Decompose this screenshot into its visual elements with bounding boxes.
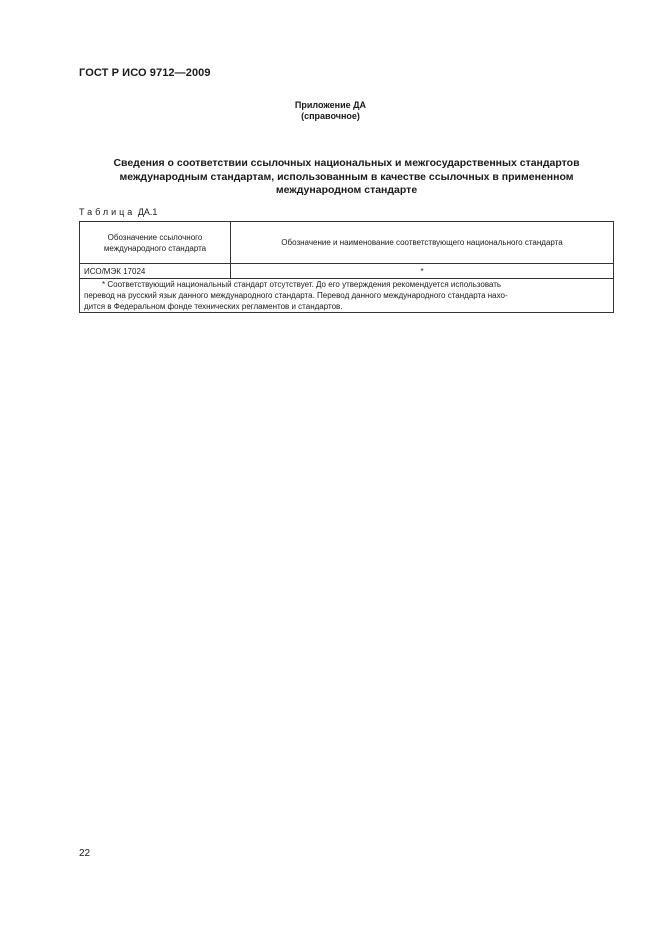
table-header-row xyxy=(80,222,614,264)
table-caption xyxy=(79,207,157,217)
table-footnote xyxy=(80,279,614,313)
table-caption-number: ДА.1 xyxy=(137,207,158,217)
appendix-title: Приложение ДА xyxy=(294,100,367,110)
section-heading xyxy=(79,157,614,198)
column-header-reference-line-2: международного стандарта xyxy=(103,243,207,253)
cell-national-standard: * xyxy=(231,264,614,279)
column-header-reference-line-1: Обозначение ссылочного xyxy=(107,232,203,242)
document-code: ГОСТ Р ИСО 9712—2009 xyxy=(79,67,211,79)
appendix-subtitle: (справочное) xyxy=(301,111,360,121)
column-header-reference xyxy=(80,222,231,264)
heading-line-3: международном стандарте xyxy=(275,184,418,196)
table-note-row xyxy=(80,279,614,313)
footnote-line-3: дится в Федеральном фонде технических регламентов и стандартов. xyxy=(84,302,343,311)
column-header-national: Обозначение и наименование соответствующего национального стандарта xyxy=(231,222,614,264)
reference-table xyxy=(79,221,614,313)
table-row xyxy=(80,264,614,279)
footnote-line-1: * Соответствующий национальный стандарт отсутствует. До его утверждения рекомендуется использовать xyxy=(102,280,502,289)
page-number: 22 xyxy=(79,848,91,859)
heading-line-2: международным стандартам, использованным в качестве ссылочных в примененном xyxy=(119,170,574,183)
footnote-line-2: перевод на русский язык данного международного стандарта. Перевод данного международного стандарта нахо- xyxy=(84,291,508,300)
table-caption-word: Таблица xyxy=(79,207,136,217)
appendix-header xyxy=(0,100,661,122)
heading-line-1: Сведения о соответствии ссылочных национальных и межгосударственных стандартов xyxy=(113,157,580,169)
cell-reference-standard: ИСО/МЭК 17024 xyxy=(80,264,231,279)
